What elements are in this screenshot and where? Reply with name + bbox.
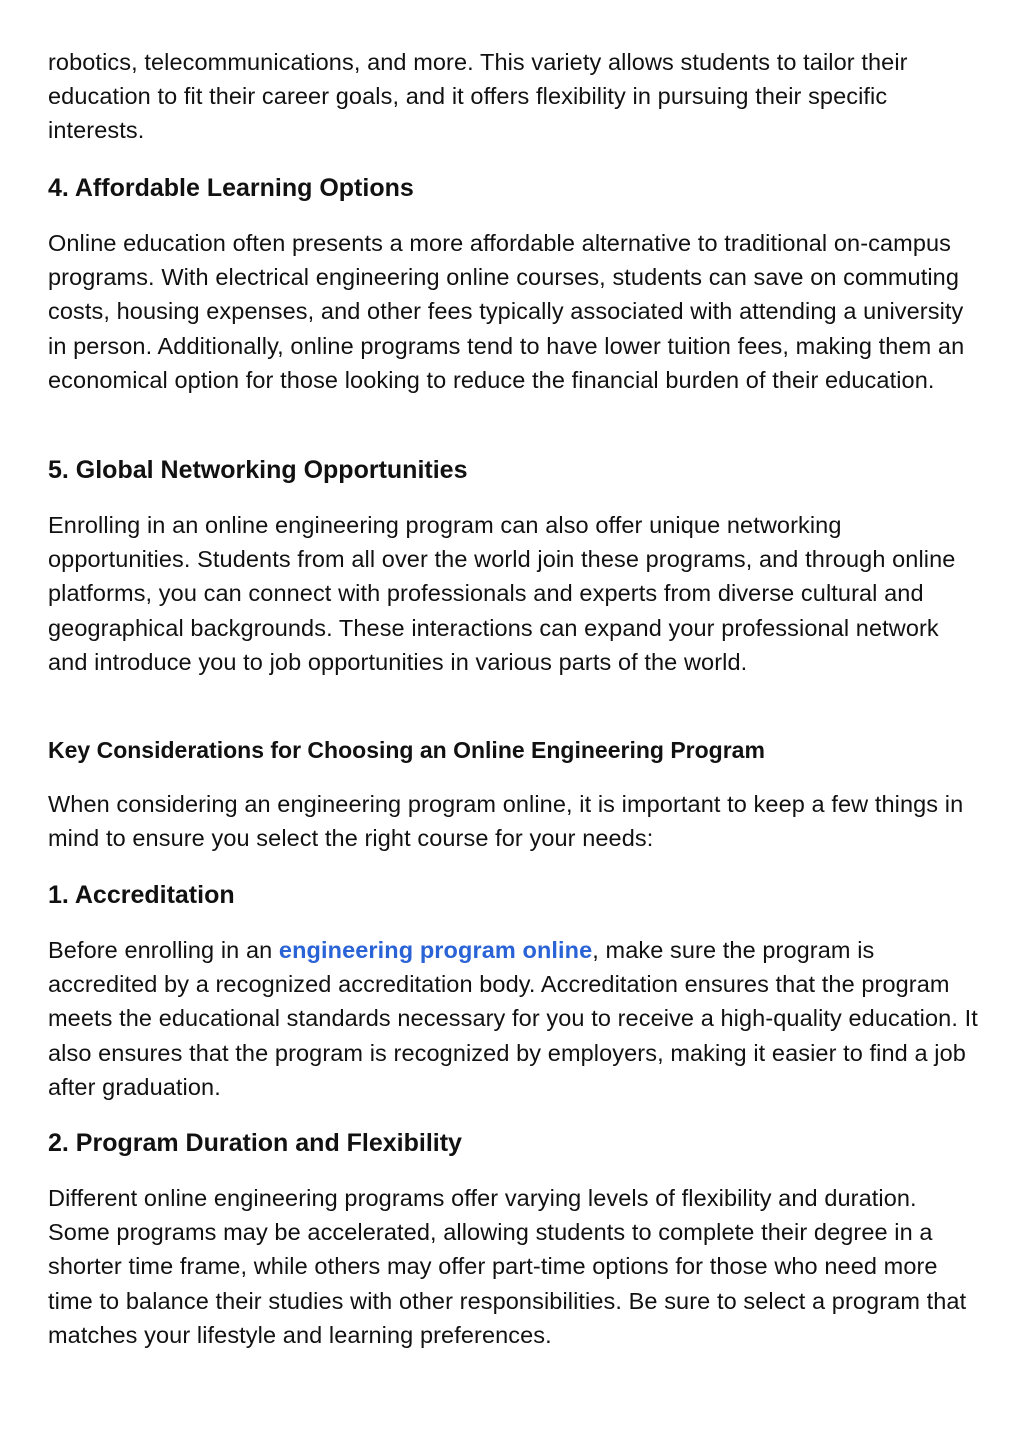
heading-accreditation: 1. Accreditation [48,881,235,909]
heading-global-networking: 5. Global Networking Opportunities [48,456,468,484]
heading-program-duration: 2. Program Duration and Flexibility [48,1129,462,1157]
paragraph-program-duration: Different online engineering programs offer varying levels of flexibility and duration. Some programs may be accelerated, allowing students to complete their degree in a shorter time frame, while others may offer part-time options for those who need more time to balance their studies with other responsibilities. Be sure to select a program that matches your lifestyle and learning preferences. [48,1185,967,1348]
engineering-program-online-link[interactable]: engineering program online [278,937,593,963]
paragraph-global-networking: Enrolling in an online engineering program can also offer unique networking opportunities. Students from all over the world join these programs, and through online platforms, you can connect with professionals and experts from diverse cultural and geographical backgrounds. These interactions can expand your professional network and introduce you to job opportunities in various parts of the world. [48,512,956,675]
heading-key-considerations: Key Considerations for Choosing an Online Engineering Program [48,737,765,763]
accreditation-text-after: , make sure the program is accredited by a recognized accreditation body. Accreditation ensures that the program meets the educational standards necessary for you to receive a high-quality education. It also ensures that the program is recognized by employers, making it easier to find a job after graduation. [48,937,978,1100]
accreditation-text-before: Before enrolling in an [48,937,279,963]
paragraph-specializations-continued: robotics, telecommunications, and more. This variety allows students to tailor their education to fit their career goals, and it offers flexibility in pursuing their specific interests. [48,49,908,144]
paragraph-key-considerations-intro: When considering an engineering program online, it is important to keep a few things in mind to ensure you select the right course for your needs: [48,791,964,852]
heading-affordable-learning: 4. Affordable Learning Options [48,174,414,202]
paragraph-accreditation [48,933,978,1104]
paragraph-affordable-learning: Online education often presents a more affordable alternative to traditional on-campus programs. With electrical engineering online courses, students can save on commuting costs, housing expenses, and other fees typically associated with attending a university in person. Additionally, online programs tend to have lower tuition fees, making them an economical option for those looking to reduce the financial burden of their education. [48,230,965,393]
